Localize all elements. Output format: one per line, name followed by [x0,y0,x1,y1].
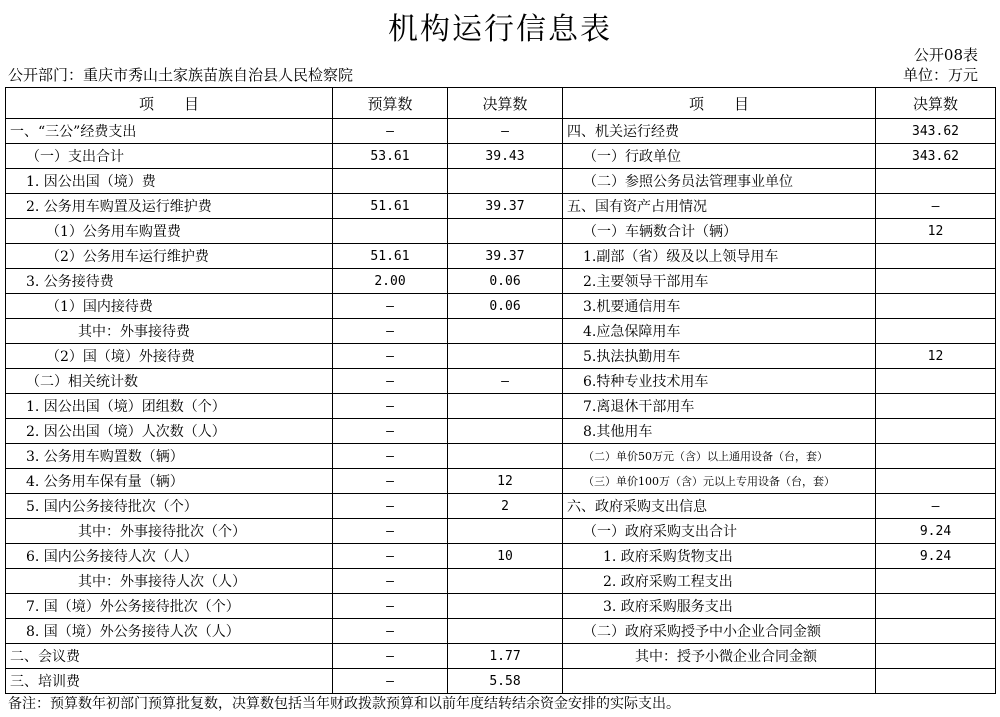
left-budget-value: — [333,494,448,519]
left-item-label: （1）国内接待费 [6,294,333,319]
header-item-right: 项 目 [563,88,876,119]
right-item-label: （二）单价50万元（含）以上通用设备（台，套） [563,444,876,469]
left-budget-value: — [333,594,448,619]
table-row [6,119,996,144]
left-item-label: 三、培训费 [6,669,333,694]
left-item-label: （2）国（境）外接待费 [6,344,333,369]
right-item-label: 3. 政府采购服务支出 [563,594,876,619]
right-item-label: 四、机关运行经费 [563,119,876,144]
table-row [6,569,996,594]
left-budget-value: 2.00 [333,269,448,294]
left-budget-value: — [333,369,448,394]
right-final-value: 343.62 [876,144,996,169]
left-budget-value: — [333,419,448,444]
left-final-value: 39.43 [448,144,563,169]
left-budget-value [333,169,448,194]
left-item-label: （二）相关统计数 [6,369,333,394]
right-final-value [876,244,996,269]
right-final-value: — [876,494,996,519]
left-final-value: 1.77 [448,644,563,669]
header-budget: 预算数 [333,88,448,119]
table-row [6,219,996,244]
right-final-value: 343.62 [876,119,996,144]
right-final-value [876,394,996,419]
table-row [6,244,996,269]
table-row [6,419,996,444]
left-item-label: 其中：外事接待批次（个） [6,519,333,544]
left-budget-value: — [333,644,448,669]
left-item-label: 5. 国内公务接待批次（个） [6,494,333,519]
left-budget-value: — [333,519,448,544]
left-final-value: — [448,119,563,144]
left-item-label: 3. 公务用车购置数（辆） [6,444,333,469]
table-row [6,544,996,569]
right-final-value: 12 [876,344,996,369]
left-final-value [448,344,563,369]
left-final-value [448,619,563,644]
left-item-label: 3. 公务接待费 [6,269,333,294]
right-item-label: （一）车辆数合计（辆） [563,219,876,244]
right-item-label: （一）政府采购支出合计 [563,519,876,544]
left-final-value: 10 [448,544,563,569]
right-final-value [876,669,996,694]
table-row [6,644,996,669]
table-row [6,369,996,394]
left-final-value [448,394,563,419]
page-title: 机构运行信息表 [388,12,612,47]
table-row [6,619,996,644]
left-final-value: — [448,369,563,394]
unit-label: 单位：万元 [902,66,978,84]
table-header-row [6,88,996,119]
right-item-label: 4.应急保障用车 [563,319,876,344]
right-item-label: 2. 政府采购工程支出 [563,569,876,594]
left-item-label: 一、“三公”经费支出 [6,119,333,144]
left-final-value: 12 [448,469,563,494]
right-item-label: 五、国有资产占用情况 [563,194,876,219]
right-final-value: 12 [876,219,996,244]
left-item-label: 二、会议费 [6,644,333,669]
header-item-left: 项 目 [6,88,333,119]
right-final-value [876,619,996,644]
table-row [6,469,996,494]
left-final-value [448,419,563,444]
form-number: 公开08表 [913,46,978,64]
header-final-left: 决算数 [448,88,563,119]
left-final-value: 5.58 [448,669,563,694]
right-final-value [876,569,996,594]
right-final-value [876,294,996,319]
left-item-label: 2. 公务用车购置及运行维护费 [6,194,333,219]
table-row [6,394,996,419]
left-budget-value: — [333,569,448,594]
table-row [6,269,996,294]
left-item-label: （一）支出合计 [6,144,333,169]
right-item-label: 7.离退休干部用车 [563,394,876,419]
left-budget-value: — [333,294,448,319]
left-final-value: 2 [448,494,563,519]
department-label: 公开部门：重庆市秀山土家族苗族自治县人民检察院 [8,66,354,84]
right-final-value: 9.24 [876,544,996,569]
left-budget-value: — [333,544,448,569]
left-final-value [448,519,563,544]
left-final-value [448,319,563,344]
right-final-value [876,369,996,394]
right-item-label: 1. 政府采购货物支出 [563,544,876,569]
right-item-label: 3.机要通信用车 [563,294,876,319]
left-final-value [448,169,563,194]
left-final-value [448,594,563,619]
right-item-label: 其中：授予小微企业合同金额 [563,644,876,669]
left-budget-value: 53.61 [333,144,448,169]
right-final-value: 9.24 [876,519,996,544]
left-final-value: 0.06 [448,269,563,294]
left-budget-value: 51.61 [333,244,448,269]
operations-table [5,87,996,694]
right-item-label: 5.执法执勤用车 [563,344,876,369]
right-item-label: 8.其他用车 [563,419,876,444]
left-final-value: 39.37 [448,194,563,219]
table-row [6,669,996,694]
left-final-value [448,219,563,244]
right-final-value [876,269,996,294]
left-budget-value: 51.61 [333,194,448,219]
table-row [6,294,996,319]
right-final-value [876,444,996,469]
header-final-right: 决算数 [876,88,996,119]
left-item-label: 6. 国内公务接待人次（人） [6,544,333,569]
table-row [6,444,996,469]
left-item-label: （2）公务用车运行维护费 [6,244,333,269]
right-item-label: （三）单价100万（含）元以上专用设备（台，套） [563,469,876,494]
right-final-value: — [876,194,996,219]
footnote: 备注：预算数年初部门预算批复数，决算数包括当年财政拨款预算和以前年度结转结余资金安排的实际支出。 [8,696,680,712]
left-item-label: 1. 因公出国（境）团组数（个） [6,394,333,419]
left-final-value: 0.06 [448,294,563,319]
right-final-value [876,419,996,444]
right-final-value [876,169,996,194]
left-budget-value: — [333,344,448,369]
right-final-value [876,319,996,344]
left-budget-value: — [333,444,448,469]
table-row [6,494,996,519]
right-final-value [876,594,996,619]
left-budget-value [333,219,448,244]
left-budget-value: — [333,619,448,644]
right-item-label: 1.副部（省）级及以上领导用车 [563,244,876,269]
right-final-value [876,469,996,494]
table-row [6,319,996,344]
left-budget-value: — [333,469,448,494]
left-final-value: 39.37 [448,244,563,269]
right-item-label: （二）政府采购授予中小企业合同金额 [563,619,876,644]
table-row [6,519,996,544]
left-budget-value: — [333,119,448,144]
left-final-value [448,569,563,594]
right-item-label: 6.特种专业技术用车 [563,369,876,394]
table-row [6,169,996,194]
right-item-label: （二）参照公务员法管理事业单位 [563,169,876,194]
table-row [6,144,996,169]
table-body [6,119,996,694]
table-row [6,194,996,219]
left-item-label: 7. 国（境）外公务接待批次（个） [6,594,333,619]
left-item-label: 4. 公务用车保有量（辆） [6,469,333,494]
table-row [6,594,996,619]
table-row [6,344,996,369]
right-item-label: 六、政府采购支出信息 [563,494,876,519]
left-budget-value: — [333,319,448,344]
right-item-label: 2.主要领导干部用车 [563,269,876,294]
right-final-value [876,644,996,669]
left-item-label: （1）公务用车购置费 [6,219,333,244]
right-item-label [563,669,876,694]
left-item-label: 其中：外事接待人次（人） [6,569,333,594]
left-budget-value: — [333,394,448,419]
left-final-value [448,444,563,469]
left-item-label: 8. 国（境）外公务接待人次（人） [6,619,333,644]
left-item-label: 2. 因公出国（境）人次数（人） [6,419,333,444]
left-budget-value: — [333,669,448,694]
right-item-label: （一）行政单位 [563,144,876,169]
left-item-label: 1. 因公出国（境）费 [6,169,333,194]
left-item-label: 其中：外事接待费 [6,319,333,344]
